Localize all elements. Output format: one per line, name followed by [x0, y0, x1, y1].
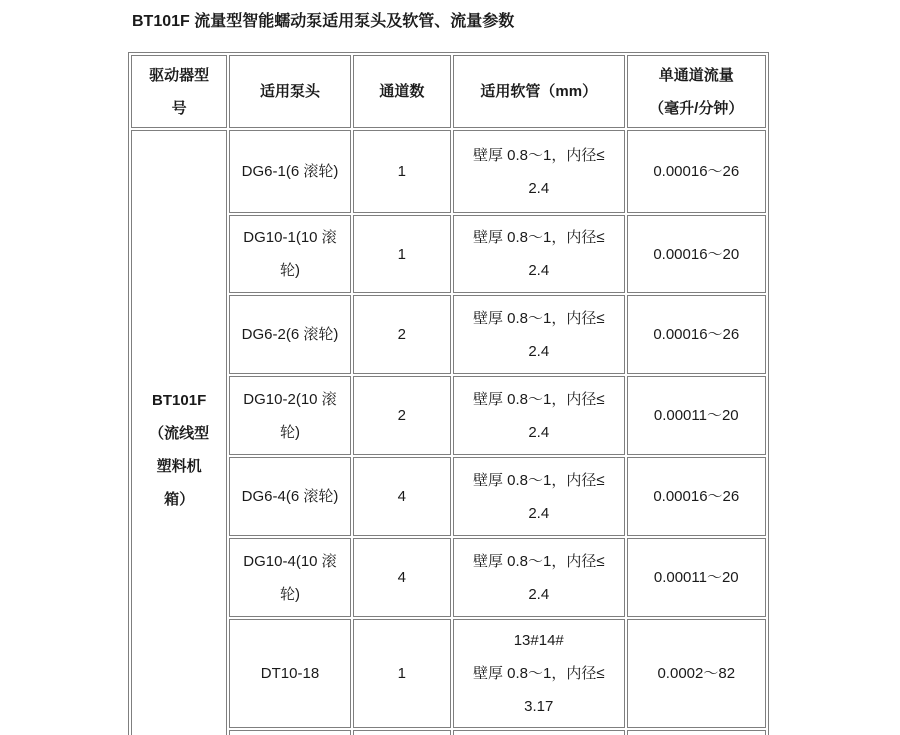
pump-head-cell: DT10-18: [229, 619, 350, 728]
empty-cell: [353, 730, 451, 735]
pump-head-cell: DG6-2(6 滚轮): [229, 295, 350, 374]
channels-cell: 1: [353, 130, 451, 213]
flow-cell: 0.00016～26: [627, 457, 766, 536]
pump-head-cell: DG6-4(6 滚轮): [229, 457, 350, 536]
tubing-cell: 壁厚 0.8～1，内径≤ 2.4: [453, 215, 625, 293]
driver-model-cell: BT101F （流线型 塑料机 箱）: [131, 130, 227, 735]
pump-spec-table: [128, 52, 769, 735]
flow-cell: 0.00016～26: [627, 130, 766, 213]
col-header-channels: 通道数: [353, 55, 451, 128]
tubing-cell: 壁厚 0.8～1，内径≤ 2.4: [453, 130, 625, 213]
col-header-flow: 单通道流量 （毫升/分钟）: [627, 55, 766, 128]
empty-cell: [627, 730, 766, 735]
header-row: [131, 55, 766, 128]
empty-cell: [229, 730, 350, 735]
col-header-driver-model: 驱动器型 号: [131, 55, 227, 128]
tubing-cell: 13#14# 壁厚 0.8～1，内径≤ 3.17: [453, 619, 625, 728]
table-row: [131, 130, 766, 213]
col-header-tubing: 适用软管（mm）: [453, 55, 625, 128]
channels-cell: 4: [353, 538, 451, 617]
flow-cell: 0.00011～20: [627, 538, 766, 617]
col-header-pump-head: 适用泵头: [229, 55, 350, 128]
channels-cell: 2: [353, 295, 451, 374]
flow-cell: 0.00011～20: [627, 376, 766, 455]
flow-cell: 0.0002～82: [627, 619, 766, 728]
channels-cell: 1: [353, 619, 451, 728]
tubing-cell: 壁厚 0.8～1，内径≤ 2.4: [453, 295, 625, 374]
channels-cell: 2: [353, 376, 451, 455]
pump-head-cell: DG10-2(10 滚 轮): [229, 376, 350, 455]
channels-cell: 1: [353, 215, 451, 293]
flow-cell: 0.00016～26: [627, 295, 766, 374]
pump-head-cell: DG10-4(10 滚 轮): [229, 538, 350, 617]
flow-cell: 0.00016～20: [627, 215, 766, 293]
tubing-cell: 壁厚 0.8～1，内径≤ 2.4: [453, 457, 625, 536]
page-title: BT101F 流量型智能蠕动泵适用泵头及软管、流量参数: [132, 13, 515, 30]
empty-cell: [453, 730, 625, 735]
pump-head-cell: DG10-1(10 滚 轮): [229, 215, 350, 293]
tubing-cell: 壁厚 0.8～1，内径≤ 2.4: [453, 538, 625, 617]
channels-cell: 4: [353, 457, 451, 536]
tubing-cell: 壁厚 0.8～1，内径≤ 2.4: [453, 376, 625, 455]
pump-head-cell: DG6-1(6 滚轮): [229, 130, 350, 213]
